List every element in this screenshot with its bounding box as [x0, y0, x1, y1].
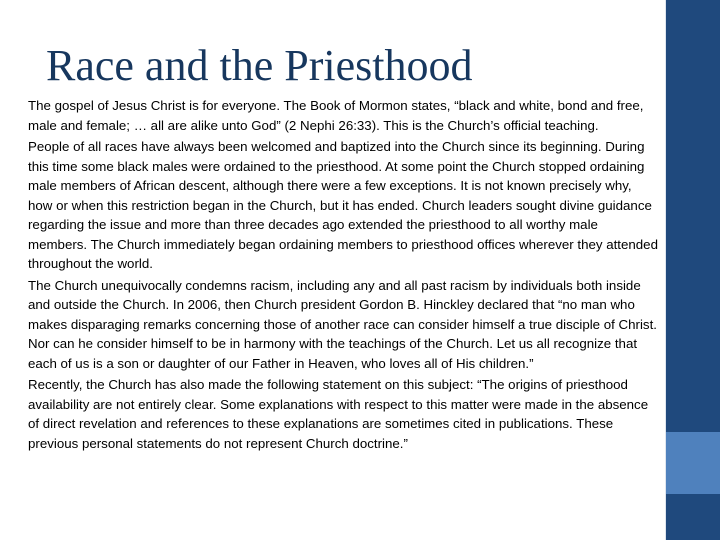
- slide-body: [28, 96, 658, 455]
- body-paragraph: People of all races have always been welcomed and baptized into the Church since its beginning. During this time some black males were ordained to the priesthood. At some point the Church stopped ordaining male members of African descent, although there were a few exceptions. It is not known precisely why, how or when this restriction began in the Church, but it has ended. Church leaders sought divine guidance regarding the issue and more than three decades ago extended the priesthood to all worthy male members. The Church immediately began ordaining members to priesthood offices wherever they attended throughout the world.: [28, 139, 658, 271]
- decorative-sidebar: [666, 0, 720, 540]
- body-paragraph: The Church unequivocally condemns racism, including any and all past racism by individuals both inside and outside the Church. In 2006, then Church president Gordon B. Hinckley declared that “no man who makes disparaging remarks concerning those of another race can consider himself a true disciple of Christ. Nor can he consider himself to be in harmony with the teachings of the Church. Let us all recognize that each of us is a son or daughter of our Father in Heaven, who loves all of His children.”: [28, 277, 657, 371]
- body-paragraph: Recently, the Church has also made the following statement on this subject: “The origins of priesthood availability are not entirely clear. Some explanations with respect to this matter were made in the absence of direct revelation and references to these explanations are sometimes cited in publications. These previous personal statements do not represent Church doctrine.”: [28, 377, 649, 451]
- decorative-sidebar-accent: [666, 432, 720, 494]
- body-paragraph: The gospel of Jesus Christ is for everyone. The Book of Mormon states, “black and white, bond and free, male and female; … all are alike unto God” (2 Nephi 26:33). This is the Church’s official teaching.: [28, 98, 644, 133]
- slide-title: Race and the Priesthood: [46, 41, 473, 90]
